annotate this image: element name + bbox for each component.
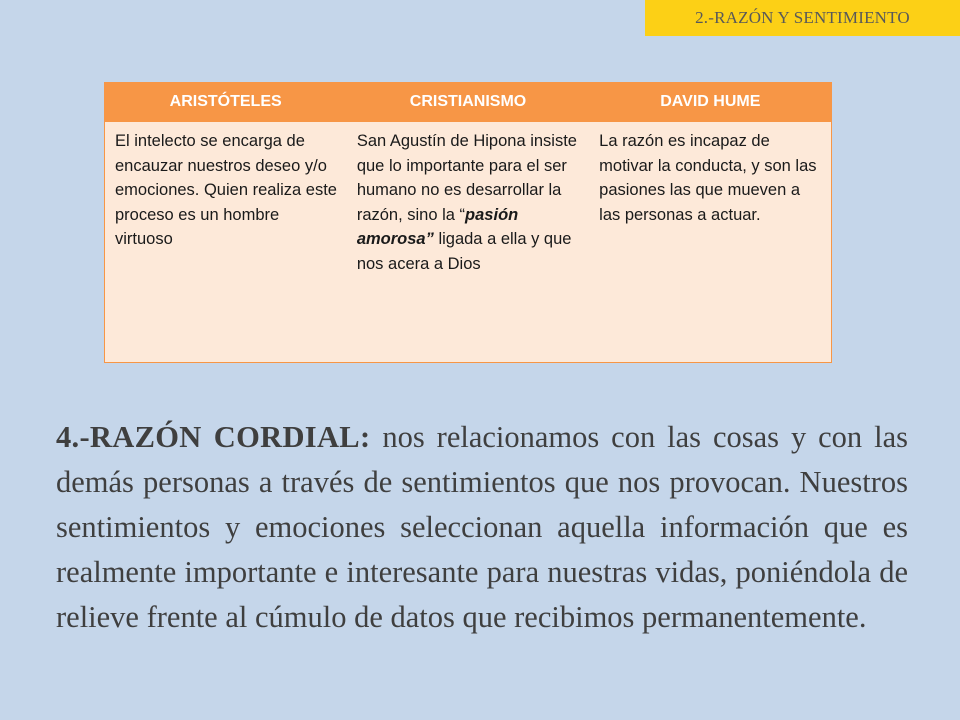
- body-lead-heading: 4.-RAZÓN CORDIAL:: [56, 419, 371, 454]
- body-text: nos relacionamos con las cosas y con las demás personas a través de sentimientos que nos provocan. Nuestros sentimientos y emociones seleccionan aquella información que es realmente importante e interesante para nuestras vidas, poniéndola de relieve frente al cúmulo de datos que recibimos permanentemente.: [56, 419, 908, 634]
- cell-cristianismo: [347, 122, 589, 363]
- column-header-david-hume: DAVID HUME: [589, 83, 831, 122]
- body-paragraph: [56, 415, 908, 640]
- column-header-aristoteles: ARISTÓTELES: [105, 83, 347, 122]
- cell-cristianismo-text-start: San Agustín de Hipona insiste que lo importante para el ser humano no es desarrollar la razón, sino la “: [356, 132, 577, 224]
- cell-aristoteles: El intelecto se encarga de encauzar nuestros deseo y/o emociones. Quien realiza este proceso es un hombre virtuoso: [105, 122, 347, 363]
- cell-david-hume: La razón es incapaz de motivar la conducta, y son las pasiones las que mueven a las personas a actuar.: [589, 122, 831, 363]
- section-tag: 2.-RAZÓN Y SENTIMIENTO: [645, 0, 960, 36]
- cell-cristianismo-emphasis: pasión amorosa”: [356, 205, 519, 248]
- column-header-cristianismo: CRISTIANISMO: [347, 83, 589, 122]
- comparison-table: [104, 82, 832, 363]
- cell-cristianismo-text-end: ligada a ella y que nos acera a Dios: [356, 230, 572, 273]
- table-header-row: [105, 83, 832, 122]
- table-row: [105, 122, 832, 363]
